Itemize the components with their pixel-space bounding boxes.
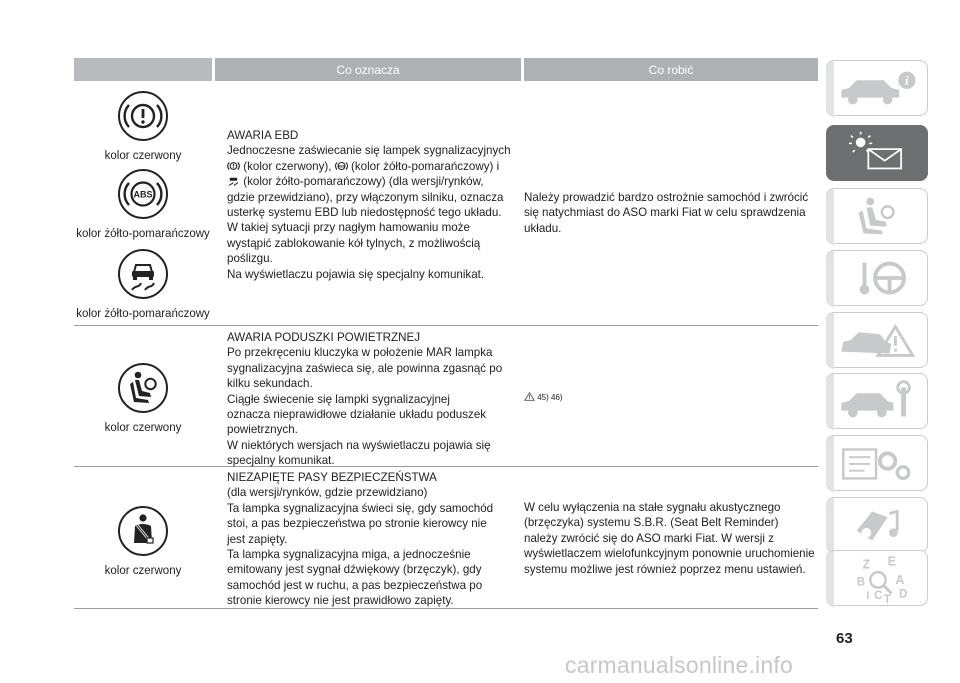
text-line: Na wyświetlaczu pojawia się specjalny komunikat. [227, 267, 485, 281]
text-line: oznacza nieprawidłowe działanie układu poduszek [227, 408, 487, 422]
text-line: Ta lampka sygnalizacyjna świeci się, gdy samochód [227, 501, 494, 515]
text-line: Ta lampka sygnalizacyjna miga, a jednocześnie [227, 548, 471, 562]
text-fragment: (kolor żółto-pomarańczowy) i [350, 159, 500, 173]
index-letter: A [895, 572, 905, 587]
text-line: specjalny komunikat. [227, 454, 335, 468]
svg-text:ABS: ABS [337, 164, 345, 169]
text-line: jest zapięty. [227, 532, 288, 546]
text-line: Ciągłe świecenie się lampki sygnalizacyjnej [227, 392, 450, 406]
seat-airbag-icon [827, 189, 927, 243]
index-letter: Z [862, 557, 871, 572]
index-letter: E [887, 554, 896, 569]
text-line: W niektórych wersjach na wyświetlaczu pojawia się [227, 438, 491, 452]
lamp-esc [74, 248, 212, 320]
lamp-brake [74, 90, 212, 162]
side-tab-multimedia[interactable] [826, 497, 928, 553]
abs-icon [335, 160, 348, 172]
text-fragment: (kolor czerwony), [243, 159, 332, 173]
side-tab-safety[interactable] [826, 188, 928, 244]
lamp-color-label: kolor żółto-pomarańczowy [76, 228, 210, 240]
skid-esc-icon [117, 248, 169, 300]
abs-icon [117, 168, 169, 220]
text-line: stronie kierowcy nie jest prawidłowo zapięty. [227, 594, 454, 608]
text-line: układu. [524, 221, 562, 235]
text-line: powietrznych. [227, 423, 298, 437]
section-heading: AWARIA PODUSZKI POWIETRZNEJ [227, 331, 421, 344]
lamp-color-label: kolor czerwony [104, 422, 182, 434]
brake-warning-icon [117, 90, 169, 142]
skid-esc-icon [227, 175, 240, 187]
index-letter: D [899, 588, 908, 601]
meaning-ebd [227, 128, 517, 282]
airbag-icon [117, 362, 169, 414]
text-line: W takiej sytuacji przy nagłym hamowaniu może [227, 221, 470, 235]
meaning-airbag [227, 330, 517, 469]
warning-triangle-icon [524, 392, 535, 401]
svg-text:ABS: ABS [133, 189, 153, 200]
text-line: (dla wersji/rynków, gdzie przewidziano) [227, 486, 428, 500]
lamp-abs [74, 168, 212, 240]
action-airbag-refs [524, 392, 816, 403]
action-ebd [524, 190, 816, 236]
text-line: poślizgu. [227, 252, 273, 266]
lamp-color-label: kolor żółto-pomarańczowy [76, 308, 210, 320]
action-seatbelt [524, 500, 816, 577]
section-heading: NIEZAPIĘTE PASY BEZPIECZEŃSTWA [227, 471, 437, 484]
side-tab-technical-data[interactable] [826, 435, 928, 491]
text-line: należy zwrócić się do ASO marki Fiat. W wersji z [524, 531, 774, 545]
text-line: gdzie przewidziano), przy włączonym silniku, oznacza [227, 190, 504, 204]
text-line: Jednoczesne zaświecanie się lampek sygnalizacyjnych [227, 144, 511, 158]
text-line: (brzęczyka) systemu S.B.R. (Seat Belt Reminder) [524, 516, 779, 530]
section-heading: AWARIA EBD [227, 129, 299, 142]
text-line: kilku sekundach. [227, 377, 313, 391]
text-line: Po przekręceniu kluczyka w położenie MAR lampka [227, 346, 493, 360]
index-letter: I [866, 590, 870, 603]
text-line: W celu wyłączenia na stałe sygnału akustycznego [524, 501, 781, 514]
text-line: sygnalizacyjna zaświeca się, ale powinna zgasnąć po [227, 361, 503, 375]
row-divider [74, 325, 818, 326]
lamp-airbag [74, 362, 212, 434]
lamp-color-label: kolor czerwony [104, 150, 182, 162]
alphabetical-index-icon [827, 551, 927, 605]
text-line: wystąpić zablokowanie kół tylnych, z możliwością [227, 236, 481, 250]
text-line: usterkę systemu EBD lub niedostępność tego układu. [227, 206, 502, 220]
text-line: systemu możliwe jest również poprzez menu ustawień. [524, 562, 806, 576]
side-tab-warning-lights[interactable] [826, 125, 928, 181]
lamp-seatbelt [74, 505, 212, 577]
lamp-color-label: kolor czerwony [104, 565, 182, 577]
watermark: carmanualsonline.info [565, 652, 793, 678]
header-col-meaning: Co oznacza [215, 58, 521, 81]
warning-light-message-icon [827, 126, 927, 180]
side-tab-index[interactable] [826, 550, 928, 606]
reference-numbers[interactable]: 45) 46) [537, 393, 563, 402]
index-letter: T [883, 594, 891, 605]
text-line [227, 159, 517, 174]
brake-warning-icon [227, 160, 240, 172]
svg-text:i: i [905, 74, 909, 89]
header-blank-cell [74, 58, 212, 81]
text-line: emitowany jest sygnał dźwiękowy (brzęczyk), gdy [227, 563, 482, 577]
key-steering-wheel-icon [827, 251, 927, 305]
car-maintenance-wrench-icon [827, 374, 927, 428]
meaning-seatbelt [227, 470, 517, 609]
text-fragment: (kolor żółto-pomarańczowy) (dla wersji/rynków, [243, 175, 484, 189]
index-letter: B [856, 576, 866, 589]
side-tab-emergency[interactable] [826, 312, 928, 368]
side-tab-maintenance[interactable] [826, 373, 928, 429]
multimedia-icon [827, 498, 927, 552]
index-letter: C [874, 590, 883, 603]
text-line [227, 174, 517, 189]
seatbelt-icon [117, 505, 169, 557]
text-line: wyświetlaczem wielofunkcyjnym ponownie uruchomienie [524, 547, 815, 561]
page-number: 63 [836, 630, 853, 647]
side-tab-car-info[interactable] [826, 60, 928, 116]
text-line: się natychmiast do ASO marki Fiat w celu sprawdzenia [524, 206, 806, 220]
text-line: stoi, a pas bezpieczeństwa po stronie kierowcy nie [227, 517, 487, 531]
side-tab-starting-driving[interactable] [826, 250, 928, 306]
specs-gears-icon [827, 436, 927, 490]
text-line: samochód jest w ruchu, a pas bezpieczeństwa po [227, 578, 483, 592]
text-line: Należy prowadzić bardzo ostrożnie samochód i zwrócić [524, 191, 809, 204]
car-breakdown-warning-icon [827, 313, 927, 367]
header-col-action: Co robić [524, 58, 818, 81]
car-info-icon [827, 61, 927, 115]
